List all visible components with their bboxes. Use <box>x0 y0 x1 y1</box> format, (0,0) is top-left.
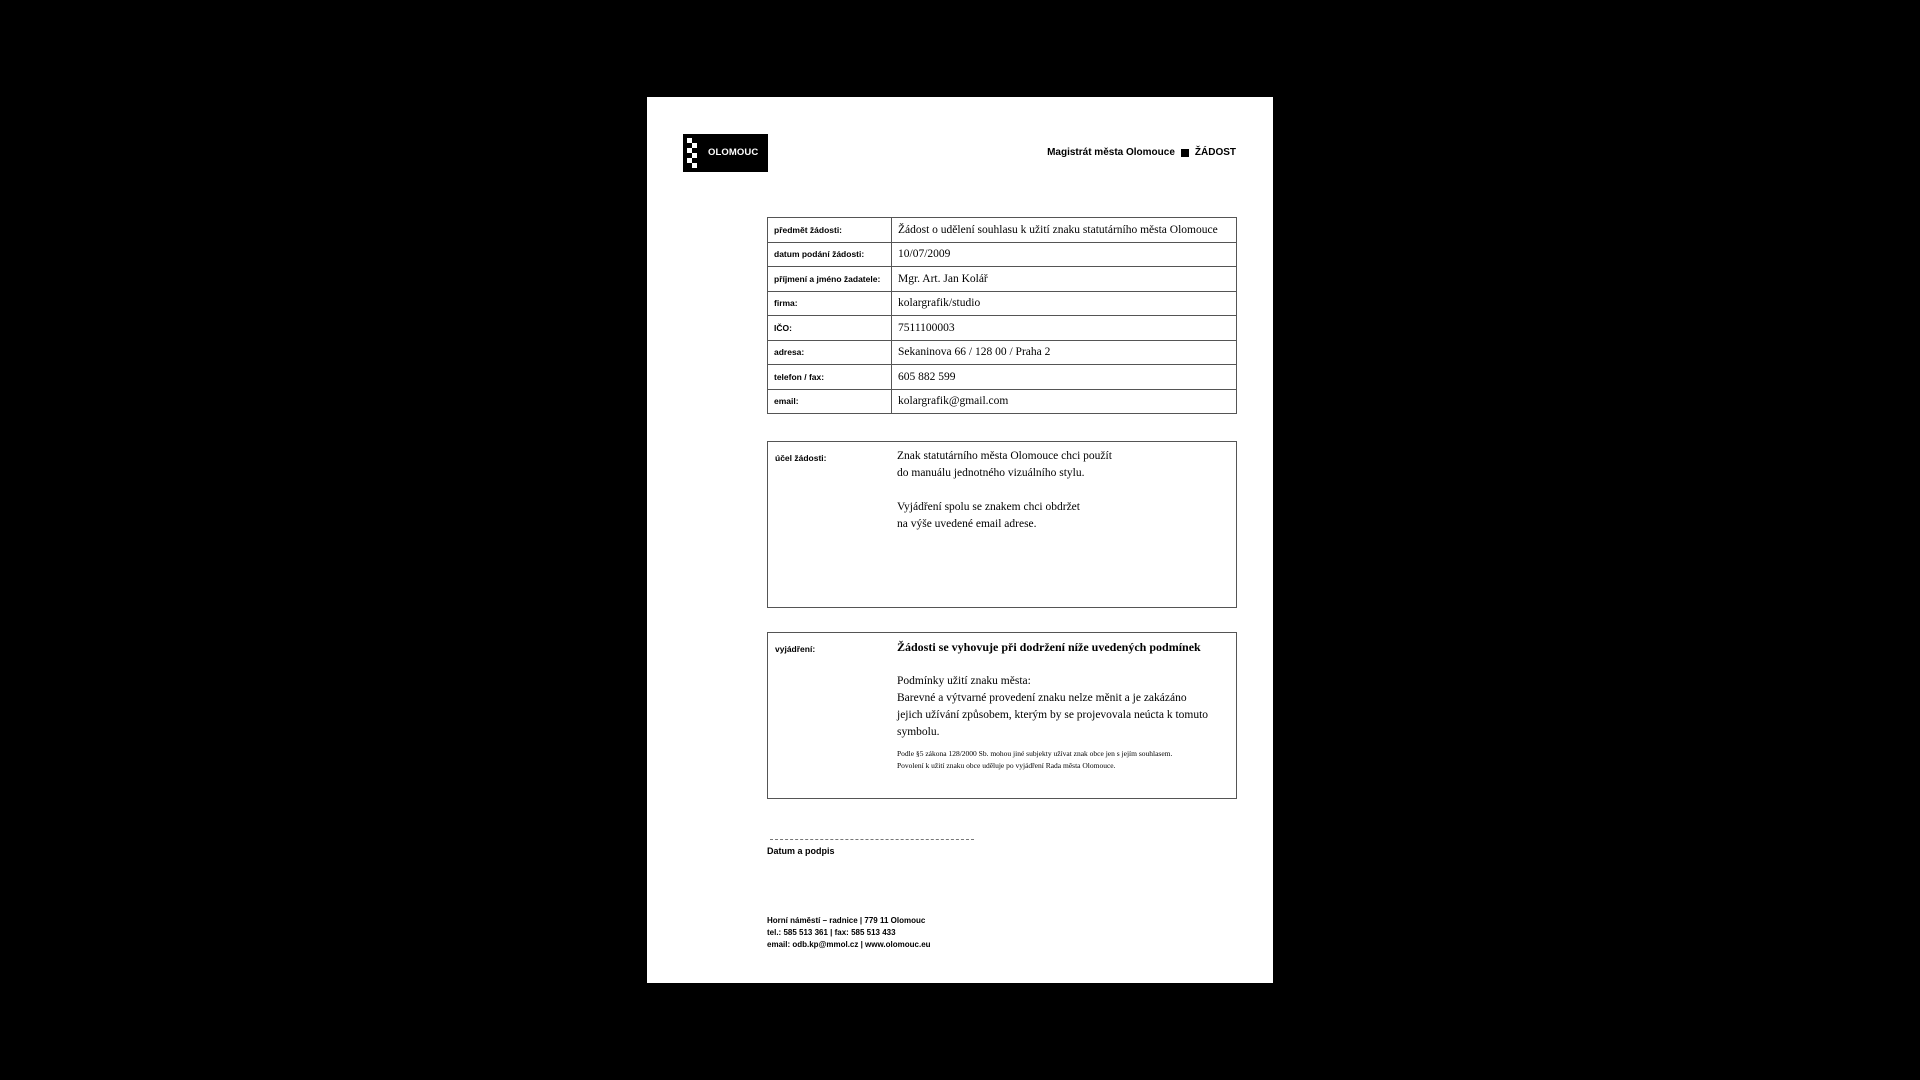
field-label: telefon / fax: <box>768 365 892 390</box>
field-label: email: <box>768 389 892 414</box>
table-row <box>768 291 1237 316</box>
request-info-table <box>767 217 1237 414</box>
field-value: Žádost o udělení souhlasu k užití znaku statutárního města Olomouce <box>892 218 1237 243</box>
table-row <box>768 316 1237 341</box>
conditions-line: symbolu. <box>897 726 940 738</box>
table-row <box>768 340 1237 365</box>
table-row <box>768 267 1237 292</box>
header-org: Magistrát města Olomouce <box>1047 147 1175 158</box>
table-row <box>768 242 1237 267</box>
field-value: 10/07/2009 <box>892 242 1237 267</box>
statement-label: vyjádření: <box>775 644 816 654</box>
header-doc-type: ŽÁDOST <box>1194 147 1236 158</box>
statement-box <box>767 632 1237 799</box>
document-footer <box>767 915 931 951</box>
field-value: 7511100003 <box>892 316 1237 341</box>
table-row <box>768 365 1237 390</box>
document-header <box>1047 147 1236 158</box>
conditions-line: jejich užívání způsobem, kterým by se projevovala neúcta k tomuto <box>897 709 1209 721</box>
field-value: 605 882 599 <box>892 365 1237 390</box>
field-label: IČO: <box>768 316 892 341</box>
table-row <box>768 218 1237 243</box>
logo-text: OLOMOUC <box>708 147 759 158</box>
statement-heading: Žádosti se vyhovuje při dodržení níže uvedených podmínek <box>897 640 1201 654</box>
purpose-line: do manuálu jednotného vizuálního stylu. <box>897 467 1085 479</box>
footer-address: Horní náměstí – radnice | 779 11 Olomouc <box>767 916 926 925</box>
statement-text <box>897 639 1227 772</box>
purpose-line: Vyjádření spolu se znakem chci obdržet <box>897 501 1080 513</box>
field-label: datum podání žádosti: <box>768 242 892 267</box>
purpose-box <box>767 441 1237 608</box>
conditions-line: Barevné a výtvarné provedení znaku nelze měnit a je zakázáno <box>897 692 1187 704</box>
field-label: adresa: <box>768 340 892 365</box>
legal-note: Povolení k užití znaku obce uděluje po vyjádření Rada města Olomouce. <box>897 761 1116 770</box>
signature-line <box>770 839 974 840</box>
field-label: příjmení a jméno žadatele: <box>768 267 892 292</box>
document-page <box>647 97 1273 983</box>
purpose-label: účel žádosti: <box>775 453 827 463</box>
field-value: kolargrafik/studio <box>892 291 1237 316</box>
field-value: Mgr. Art. Jan Kolář <box>892 267 1237 292</box>
purpose-line: Znak statutárního města Olomouce chci použít <box>897 450 1112 462</box>
signature-label: Datum a podpis <box>767 846 835 856</box>
field-label: předmět žádosti: <box>768 218 892 243</box>
square-bullet-icon <box>1181 149 1189 157</box>
legal-note: Podle §5 zákona 128/2000 Sb. mohou jiné subjekty užívat znak obce jen s jejím souhlasem. <box>897 749 1173 758</box>
olomouc-logo <box>683 134 768 172</box>
purpose-line: na výše uvedené email adrese. <box>897 518 1037 530</box>
purpose-text <box>897 448 1227 533</box>
footer-phone: tel.: 585 513 361 | fax: 585 513 433 <box>767 928 896 937</box>
footer-email: email: odb.kp@mmol.cz | www.olomouc.eu <box>767 940 931 949</box>
field-label: firma: <box>768 291 892 316</box>
table-row <box>768 389 1237 414</box>
conditions-title: Podmínky užití znaku města: <box>897 675 1031 687</box>
field-value: kolargrafik@gmail.com <box>892 389 1237 414</box>
field-value: Sekaninova 66 / 128 00 / Praha 2 <box>892 340 1237 365</box>
